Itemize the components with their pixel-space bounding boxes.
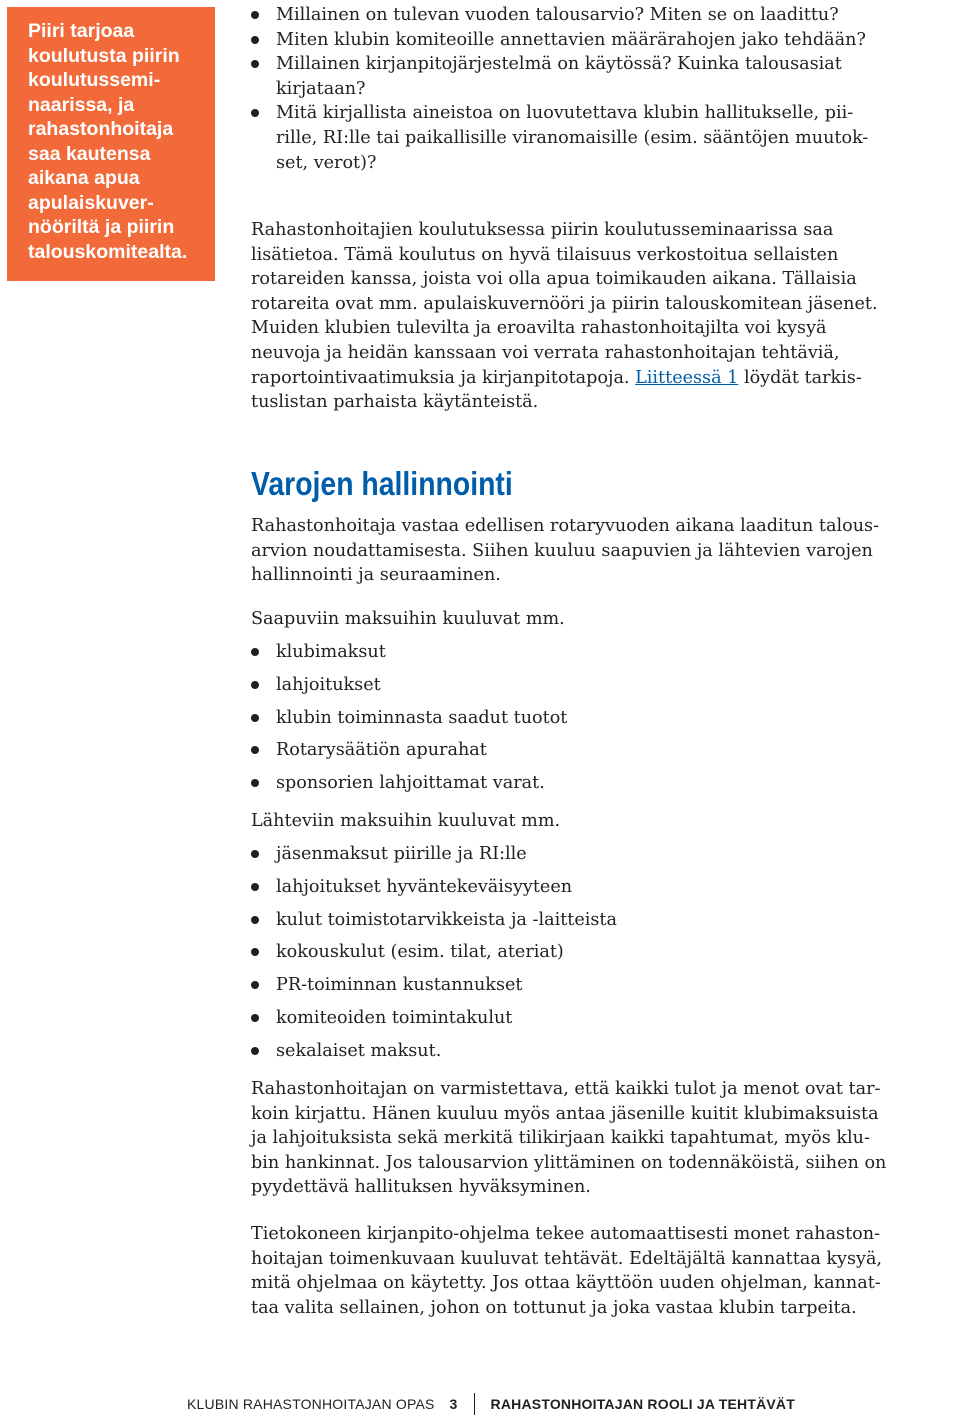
bullet-icon [251, 681, 259, 689]
footer-title: KLUBIN RAHASTONHOITAJAN OPAS [187, 1396, 435, 1412]
bullet-icon [251, 779, 259, 787]
bullet-icon [251, 648, 259, 656]
list-item: klubimaksut [251, 640, 960, 665]
list-item: sponsorien lahjoittamat varat. [251, 771, 960, 796]
section-intro-paragraph: Rahastonhoitaja vastaa edellisen rotaryvuoden aikana laaditun talous- arvion noudattamisesta. Siihen kuuluu saapuvien ja lähtevien varojen hallinnointi ja seuraaminen. [251, 516, 880, 586]
sidebar-line: koulutusta piirin [28, 44, 180, 67]
sidebar-line: koulutussemi- [28, 69, 161, 91]
list-item: sekalaiset maksut. [251, 1039, 960, 1064]
list-item: kulut toimistotarvikkeista ja -laitteista [251, 908, 960, 933]
list-item: komiteoiden toimintakulut [251, 1006, 960, 1031]
list-item: Rotarysäätiön apurahat [251, 738, 960, 763]
list-item: Millainen kirjanpitojärjestelmä on käytössä? Kuinka talousasiat kirjataan? [251, 52, 960, 101]
sidebar-line: naarissa, ja [28, 93, 135, 116]
list-item: Miten klubin komiteoille annettavien määrärahojen jako tehdään? [251, 28, 960, 53]
list-item: kokouskulut (esim. tilat, ateriat) [251, 940, 960, 965]
sidebar-line: apulaiskuver- [28, 191, 154, 214]
footer-divider [474, 1393, 475, 1415]
training-paragraph: Rahastonhoitajien koulutuksessa piirin koulutusseminaarissa saa lisätietoa. Tämä koulutus on hyvä tilaisuus verkostoitua sellaisten rotareiden kanssa, joista voi olla apua toimikauden aikana. Tällaisia rotareita ovat mm. apulaiskuvernööri ja piirin talouskomitean jäsenet. Muiden klubien tulevilta ja eroavilta rahastonhoitajilta voi kysyä neuvoja ja heidän kanssaan voi verrata rahastonhoitajan tehtäviä, raportointivaatimuksia ja kirjanpitotapoja. Liitteessä 1 löydät tarkis- tuslistan parhaista käytänteistä. [251, 220, 878, 413]
bullet-icon [251, 850, 259, 858]
list-item: lahjoitukset hyväntekeväisyyteen [251, 875, 960, 900]
sidebar-line: nööriltä ja piirin [28, 216, 175, 238]
sidebar-line: rahastonhoitaja [28, 118, 174, 140]
bullet-icon [251, 948, 259, 956]
list-item: klubin toiminnasta saadut tuotot [251, 706, 960, 731]
bullet-icon [251, 981, 259, 989]
bullet-icon [251, 746, 259, 754]
bullet-icon [251, 36, 259, 44]
sidebar-line: aikana apua [28, 167, 140, 189]
appendix-link[interactable]: Liitteessä 1 [635, 367, 739, 388]
sidebar-callout-text [28, 19, 201, 264]
sidebar-callout [7, 7, 215, 281]
page-number: 3 [449, 1396, 458, 1412]
section-heading: Varojen hallinnointi [251, 465, 513, 502]
bullet-icon [251, 11, 259, 19]
footer-section-title: RAHASTONHOITAJAN ROOLI JA TEHTÄVÄT [490, 1396, 795, 1412]
list-item: jäsenmaksut piirille ja RI:lle [251, 842, 960, 867]
sidebar-line: Piiri tarjoaa [28, 20, 135, 42]
software-paragraph: Tietokoneen kirjanpito-ohjelma tekee automaattisesti monet rahaston- hoitajan toimenkuvaan kuuluvat tehtävät. Edeltäjältä kannattaa kysyä, mitä ohjelmaa on käytetty. Jos ottaa käyttöön uuden ohjelman, kannat- taa valita sellainen, johon on tottunut ja joka vastaa klubin tarpeita. [251, 1224, 883, 1318]
intro-question-list [251, 3, 960, 175]
outgoing-label: Lähteviin maksuihin kuuluvat mm. [251, 811, 561, 831]
sidebar-line: saa kautensa [28, 142, 151, 165]
bullet-icon [251, 883, 259, 891]
list-item: Millainen on tulevan vuoden talousarvio? Miten se on laadittu? [251, 3, 960, 28]
outgoing-payments-list [251, 842, 960, 1063]
incoming-payments-list [251, 640, 960, 796]
bullet-icon [251, 714, 259, 722]
bullet-icon [251, 1047, 259, 1055]
page-footer [187, 1393, 795, 1415]
incoming-label: Saapuviin maksuihin kuuluvat mm. [251, 609, 565, 629]
list-item: PR-toiminnan kustannukset [251, 973, 960, 998]
records-paragraph: Rahastonhoitajan on varmistettava, että kaikki tulot ja menot ovat tar- koin kirjattu. Hänen kuuluu myös antaa jäsenille kuitit klubimaksuista ja lahjoituksista sekä merkitä tilikirjaan kaikki tapahtumat, myös klu- bin hankinnat. Jos talousarvion ylittäminen on todennäköistä, siihen on pyydettävä hallituksen hyväksyminen. [251, 1079, 887, 1198]
bullet-icon [251, 916, 259, 924]
list-item: lahjoitukset [251, 673, 960, 698]
sidebar-line: talouskomitealta. [28, 240, 188, 263]
list-item: Mitä kirjallista aineistoa on luovutettava klubin hallitukselle, pii- rille, RI:lle tai paikallisille viranomaisille (esim. sääntöjen muutok- set, verot)? [251, 101, 960, 175]
bullet-icon [251, 109, 259, 117]
bullet-icon [251, 1014, 259, 1022]
bullet-icon [251, 60, 259, 68]
